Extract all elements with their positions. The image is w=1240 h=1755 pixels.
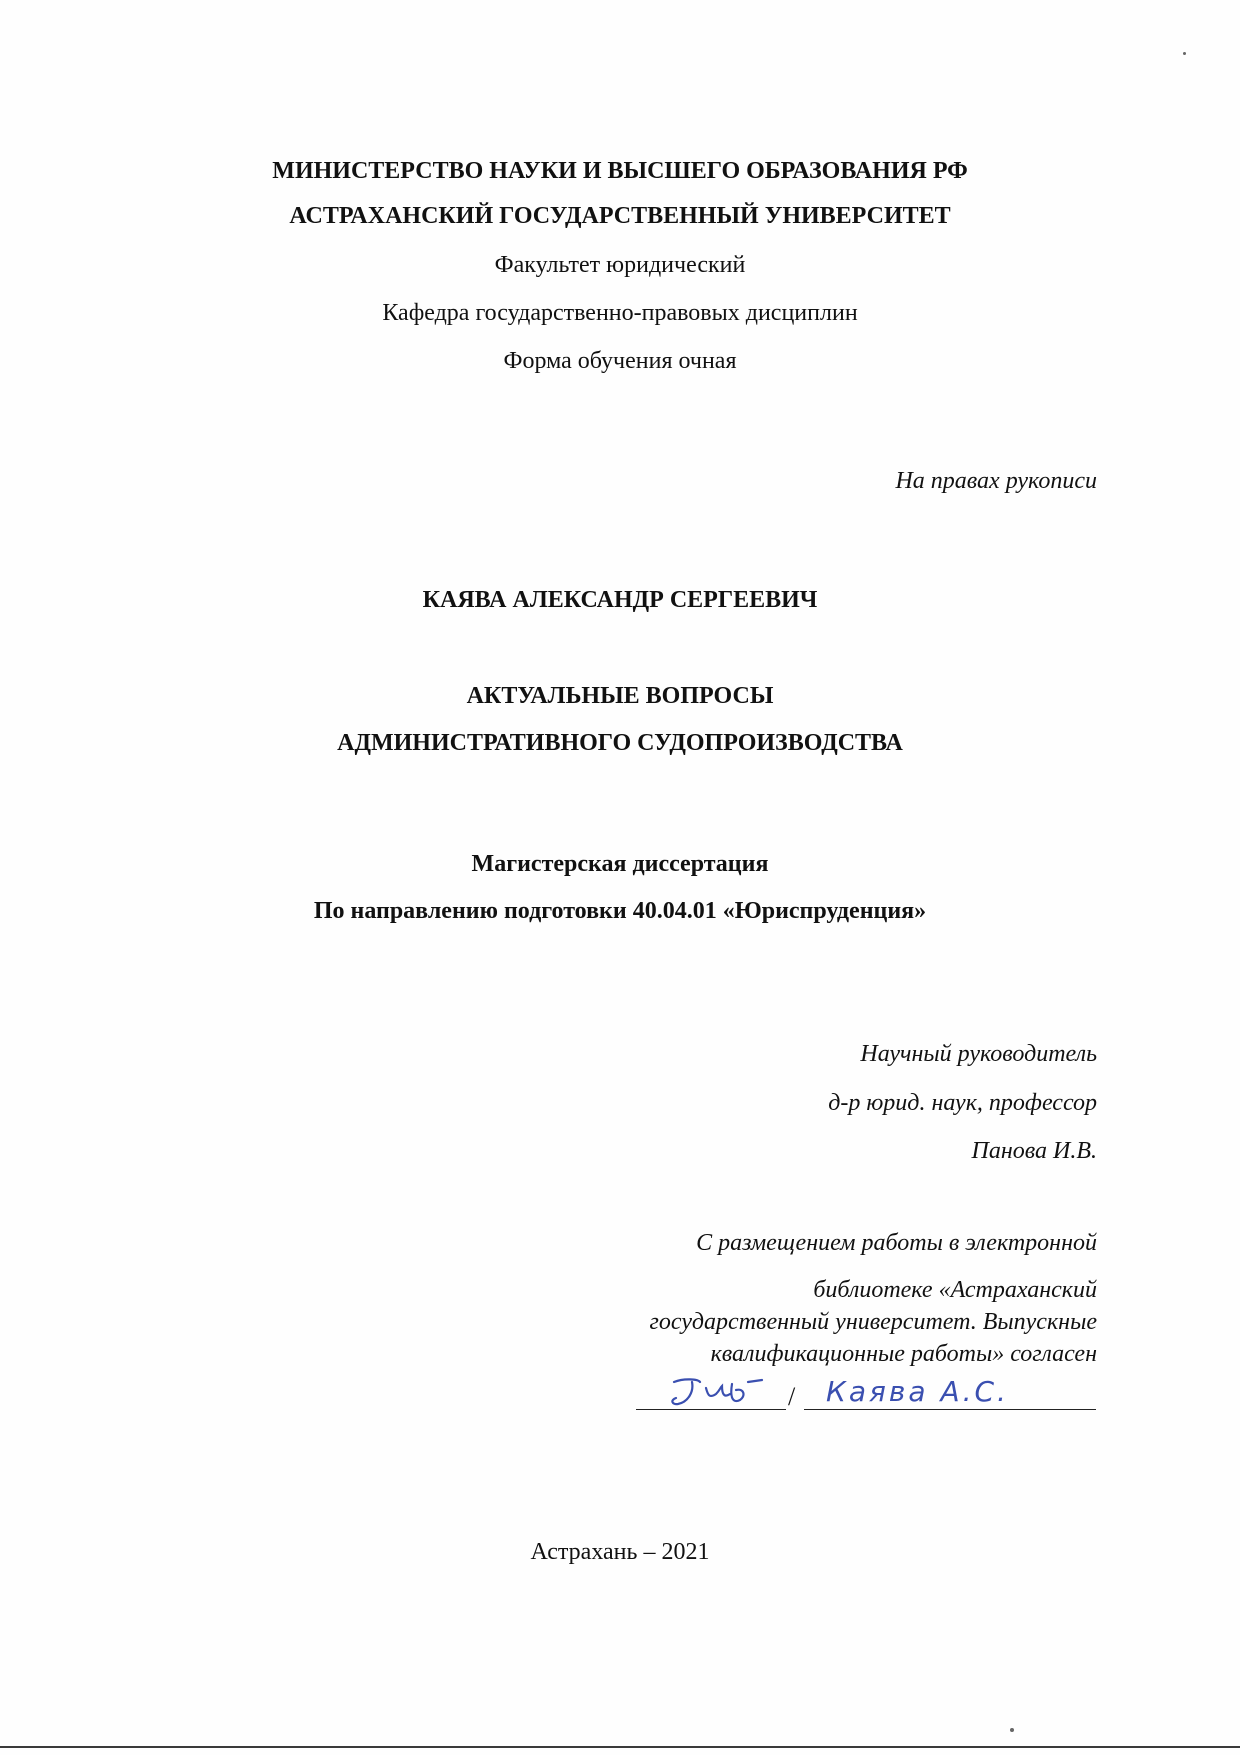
university-name: АСТРАХАНСКИЙ ГОСУДАРСТВЕННЫЙ УНИВЕРСИТЕТ (289, 203, 951, 229)
scan-speck (1183, 52, 1186, 55)
handwritten-name: Каява А.С. (826, 1375, 1009, 1408)
supervisor-label: Научный руководитель (860, 1041, 1097, 1067)
signature-row (636, 1374, 1096, 1410)
work-type: Магистерская диссертация (471, 851, 769, 877)
consent-line4: квалификационные работы» согласен (710, 1341, 1097, 1367)
manuscript-note: На правах рукописи (895, 468, 1097, 494)
study-form: Форма обучения очная (503, 348, 737, 374)
supervisor-name: Панова И.В. (971, 1138, 1097, 1164)
city-year: Астрахань – 2021 (530, 1539, 710, 1565)
consent-line3: государственный университет. Выпускные (649, 1309, 1097, 1335)
author-name: КАЯВА АЛЕКСАНДР СЕРГЕЕВИЧ (422, 587, 818, 613)
supervisor-degree: д-р юрид. наук, профессор (828, 1090, 1097, 1116)
scan-edge (0, 1746, 1240, 1748)
study-direction: По направлению подготовки 40.04.01 «Юриспруденция» (313, 898, 927, 924)
signature-separator: / (788, 1382, 796, 1411)
ministry-name: МИНИСТЕРСТВО НАУКИ И ВЫСШЕГО ОБРАЗОВАНИЯ РФ (272, 158, 968, 184)
thesis-title-line1: АКТУАЛЬНЫЕ ВОПРОСЫ (466, 683, 774, 709)
department-name: Кафедра государственно-правовых дисциплин (382, 300, 858, 326)
scan-speck (1010, 1728, 1014, 1732)
thesis-title-line2: АДМИНИСТРАТИВНОГО СУДОПРОИЗВОДСТВА (337, 730, 903, 756)
consent-line1: С размещением работы в электронной (696, 1230, 1097, 1256)
faculty-name: Факультет юридический (494, 252, 746, 278)
consent-line2: библиотеке «Астраханский (813, 1277, 1097, 1303)
